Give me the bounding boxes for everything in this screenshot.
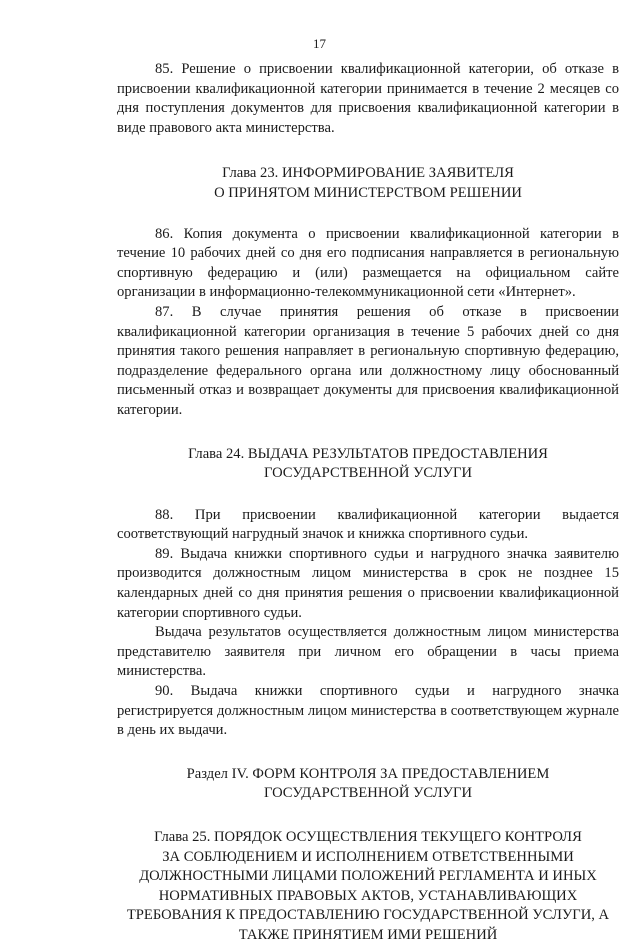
chapter-25-line-3: ДОЛЖНОСТНЫМИ ЛИЦАМИ ПОЛОЖЕНИЙ РЕГЛАМЕНТА И ИНЫХ	[139, 868, 597, 885]
chapter-25-line-2: ЗА СОБЛЮДЕНИЕМ И ИСПОЛНЕНИЕМ ОТВЕТСТВЕННЫМИ	[162, 848, 574, 865]
paragraph-89-continued: Выдача результатов осуществляется должностным лицом министерства представителю заявителя при личном его обращении в часы приема министерства.	[117, 624, 619, 680]
chapter-23-line-1: Глава 23. ИНФОРМИРОВАНИЕ ЗАЯВИТЕЛЯ	[222, 165, 514, 182]
chapter-25-line-5: ТРЕБОВАНИЯ К ПРЕДОСТАВЛЕНИЮ ГОСУДАРСТВЕННОЙ УСЛУГИ, А	[126, 907, 610, 924]
chapter-25-line-6: ТАКЖЕ ПРИНЯТИЕМ ИМИ РЕШЕНИЙ	[238, 926, 498, 943]
paragraph-88: 88. При присвоении квалификационной категории выдается соответствующий нагрудный значок и книжка спортивного судьи.	[117, 506, 619, 543]
paragraph-89: 89. Выдача книжки спортивного судьи и нагрудного значка заявителю производится должностным лицом министерства в срок не позднее 15 календарных дней со дня принятия решения о присвоении квалификационной категории спортивного судьи.	[117, 545, 619, 621]
page-content	[117, 60, 619, 946]
chapter-25-line-1: Глава 25. ПОРЯДОК ОСУЩЕСТВЛЕНИЯ ТЕКУЩЕГО КОНТРОЛЯ	[154, 829, 582, 845]
section-4-line-2: ГОСУДАРСТВЕННОЙ УСЛУГИ	[264, 785, 472, 802]
paragraph-86: 86. Копия документа о присвоении квалификационной категории в течение 10 рабочих дней со дня его подписания направляется в региональную спортивную федерацию и (или) размещается на официальном сайте организации в информационно-телекоммуникационной сети «Интернет».	[117, 225, 619, 301]
page-number: 17	[313, 36, 326, 51]
chapter-23-heading	[117, 164, 619, 203]
paragraph-85: 85. Решение о присвоении квалификационной категории, об отказе в присвоении квалификационной категории принимается в течение 2 месяцев со дня поступления документов для присвоения квалификационной категории в виде правового акта министерства.	[117, 61, 619, 136]
section-4-line-1: Раздел IV. ФОРМ КОНТРОЛЯ ЗА ПРЕДОСТАВЛЕНИЕМ	[186, 765, 550, 782]
chapter-25-line-4: НОРМАТИВНЫХ ПРАВОВЫХ АКТОВ, УСТАНАВЛИВАЮЩИХ	[158, 887, 578, 904]
chapter-24-line-1: Глава 24. ВЫДАЧА РЕЗУЛЬТАТОВ ПРЕДОСТАВЛЕНИЯ	[188, 445, 548, 462]
paragraph-90: 90. Выдача книжки спортивного судьи и нагрудного значка регистрируется должностным лицом министерства в соответствующем журнале в день их выдачи.	[117, 683, 619, 739]
chapter-24-line-2: ГОСУДАРСТВЕННОЙ УСЛУГИ	[264, 465, 472, 482]
paragraph-87: 87. В случае принятия решения об отказе в присвоении квалификационной категории организация в течение 5 рабочих дней со дня принятия такого решения направляет в региональную спортивную федерацию, подразделение федерального органа или должностному лицу обоснованный письменный отказ и возвращает документы для присвоения квалификационной категории.	[117, 303, 619, 418]
chapter-24-heading	[117, 445, 619, 484]
chapter-25-heading	[117, 828, 619, 946]
section-4-heading	[117, 765, 619, 804]
chapter-23-line-2: О ПРИНЯТОМ МИНИСТЕРСТВОМ РЕШЕНИИ	[214, 184, 522, 201]
